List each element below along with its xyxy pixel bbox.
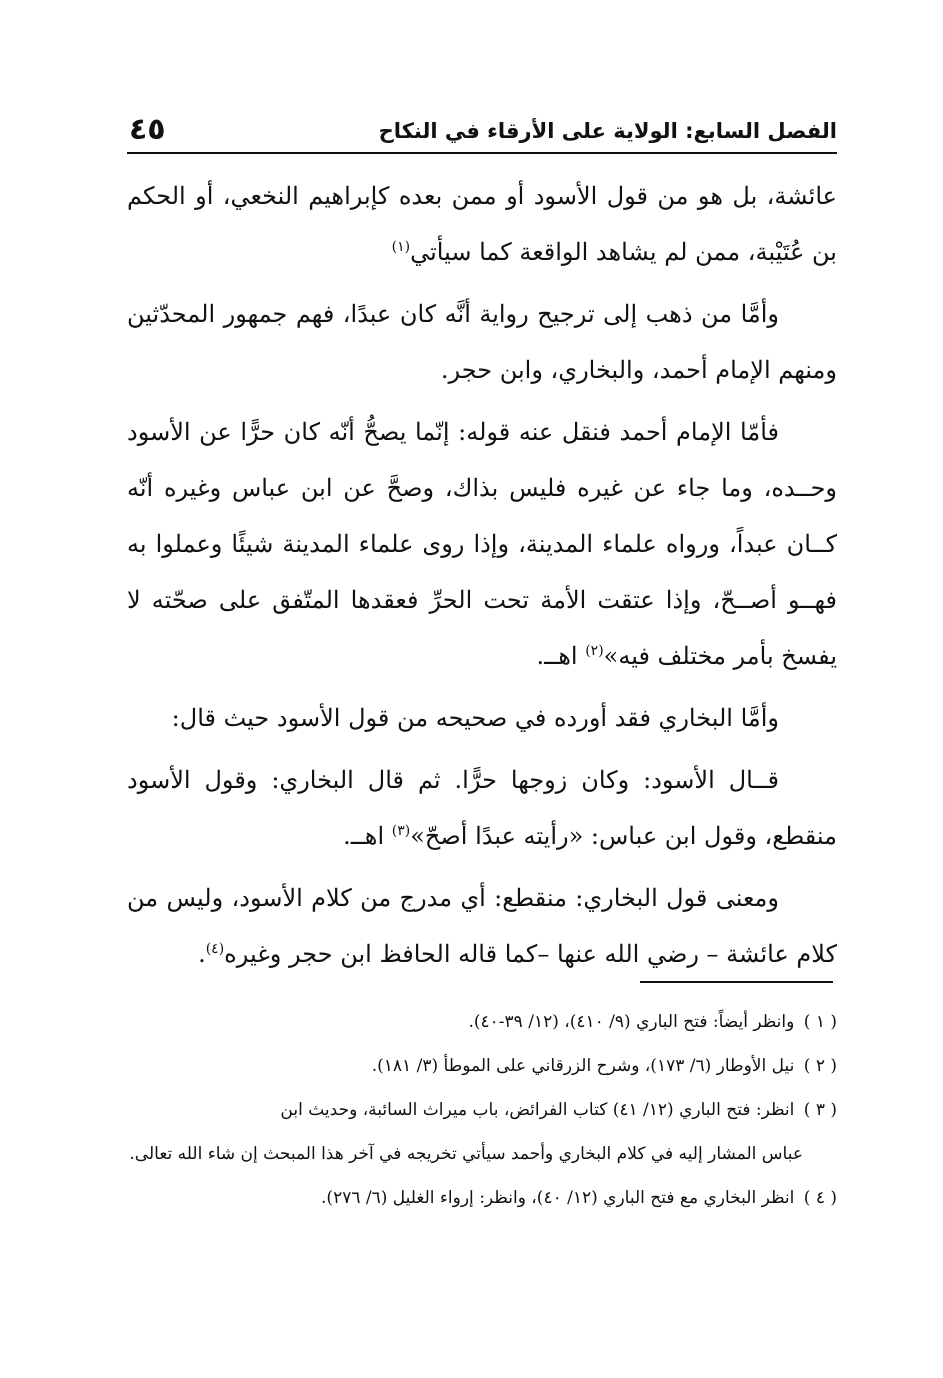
footnote-number: ( ٣ ) — [803, 1100, 837, 1120]
paragraph-5-text: قــال الأسود: وكان زوجها حرًّا. ثم قال البخاري: وقول الأسود منقطع، وقول ابن عباس: «رأيته عبدًا أصحّ» — [127, 766, 837, 850]
footnote-2 — [127, 1044, 837, 1088]
paragraph-1 — [127, 168, 837, 280]
footnote-number: ( ١ ) — [803, 1012, 837, 1032]
footnote-number: ( ٢ ) — [803, 1056, 837, 1076]
paragraph-4 — [127, 690, 837, 746]
paragraph-5-tail: اهــ. — [343, 822, 392, 850]
paragraph-5 — [127, 752, 837, 864]
footnote-text: انظر: فتح الباري (١٢/ ٤١) كتاب الفرائض، باب ميراث السائبة، وحديث ابن — [280, 1100, 795, 1120]
footnote-continuation: عباس المشار إليه في كلام البخاري وأحمد سيأتي تخريجه في آخر هذا المبحث إن شاء الله تعالى. — [129, 1144, 803, 1164]
footnote-1 — [127, 1000, 837, 1044]
paragraph-3 — [127, 404, 837, 684]
paragraph-3-tail: اهــ. — [536, 642, 586, 670]
paragraph-2 — [127, 286, 837, 398]
paragraph-2-text: وأمَّا من ذهب إلى ترجيح رواية أنَّه كان عبدًا، فهم جمهور المحدّثين ومنهم الإمام أحمد، والبخاري، وابن حجر. — [127, 300, 837, 384]
paragraph-6-tail: . — [198, 940, 206, 968]
footnote-text: انظر البخاري مع فتح الباري (١٢/ ٤٠)، وانظر: إرواء الغليل (٦/ ٢٧٦). — [321, 1188, 795, 1208]
paragraph-4-text: وأمَّا البخاري فقد أورده في صحيحه من قول الأسود حيث قال: — [171, 704, 779, 732]
footnote-text: نيل الأوطار (٦/ ١٧٣)، وشرح الزرقاني على الموطأ (٣/ ١٨١). — [371, 1056, 795, 1076]
footnotes — [127, 1000, 837, 1220]
paragraph-6-text: ومعنى قول البخاري: منقطع: أي مدرج من كلام الأسود، وليس من كلام عائشة – رضي الله عنها –كما قاله الحافظ ابن حجر وغيره — [127, 884, 837, 968]
main-text — [127, 168, 837, 988]
footnote-ref-2: (٢) — [585, 643, 604, 659]
chapter-title: الفصل السابع: الولاية على الأرقاء في النكاح — [378, 119, 837, 143]
footnote-ref-3: (٣) — [391, 823, 411, 839]
page-number: ٤٥ — [129, 112, 166, 147]
footnote-text: وانظر أيضاً: فتح الباري (٩/ ٤١٠)، (١٢/ ٣٩-٤٠). — [468, 1012, 795, 1032]
footnote-divider — [640, 981, 833, 983]
paragraph-3-text: فأمّا الإمام أحمد فنقل عنه قوله: إنّما يصحُّ أنّه كان حرًّا عن الأسود وحــده، وما جاء عن غيره فليس بذاك، وصحَّ عن ابن عباس وغيره أنّه كــان عبداً، ورواه علماء المدينة، وإذا روى علماء المدينة شيئًا وعملوا به فهــو أصــحّ، وإذا عتقت الأمة تحت الحرِّ فعقدها المتّفق على صحّته لا يفسخ بأمر مختلف فيه» — [127, 418, 838, 670]
footnote-ref-1: (١) — [391, 239, 411, 255]
footnote-3 — [127, 1088, 837, 1176]
page-header — [127, 104, 837, 154]
footnote-ref-4: (٤) — [205, 941, 225, 957]
footnote-4 — [127, 1176, 837, 1220]
paragraph-6 — [127, 870, 837, 982]
paragraph-1-text: عائشة، بل هو من قول الأسود أو ممن بعده كإبراهيم النخعي، أو الحكم بن عُتَيْبة، ممن لم يشاهد الواقعة كما سيأتي — [127, 182, 837, 266]
footnote-number: ( ٤ ) — [803, 1188, 837, 1208]
